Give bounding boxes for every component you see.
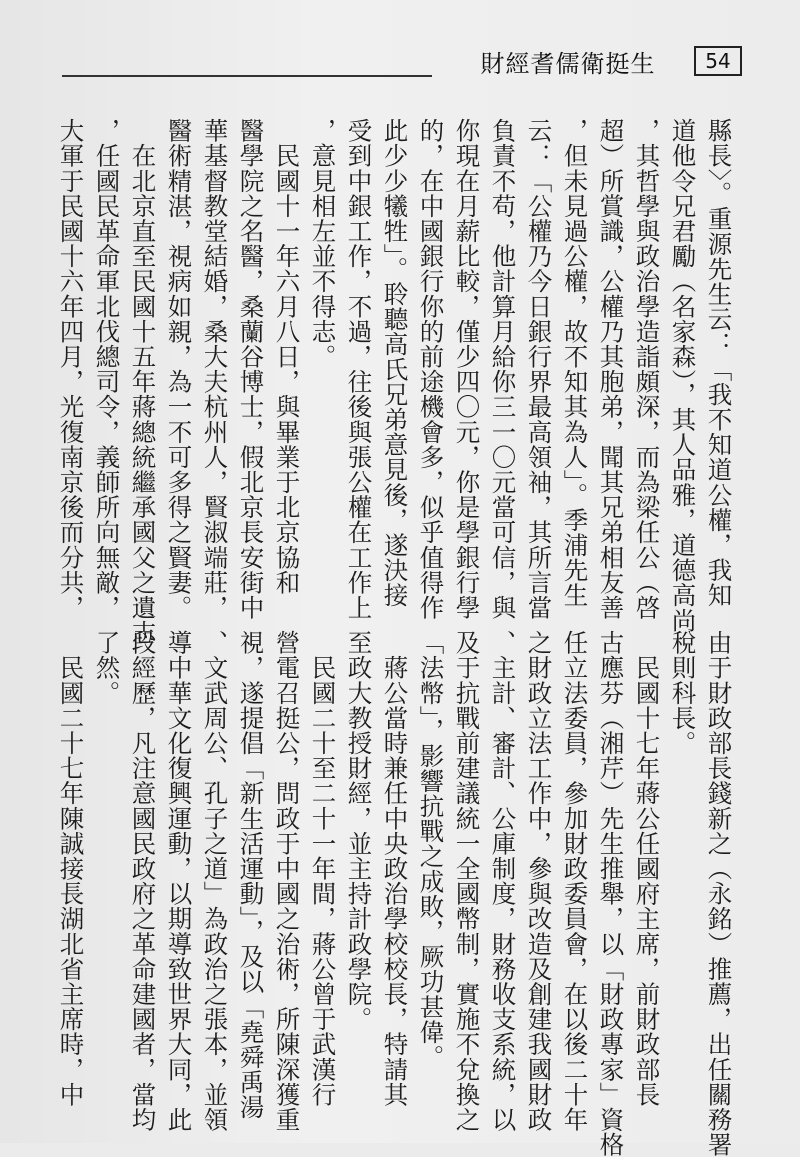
lower-column-8: 及于抗戰前建議統一全國幣制，實施不兌換之 [452,630,482,1132]
lower-column-12: 民國二十至二十一年間，蔣公曾于武漢行 [308,630,338,1107]
upper-column-1: 縣長〉。重源先生云：「我不知道公權，我知 [704,118,734,608]
lower-column-4: 古應芬（湘芹）先生推舉，以「財政專家」資格 [596,630,626,1157]
lower-column-1: 由于財政部長錢新之（永銘）推薦，出任關務署 [704,630,734,1157]
lower-column-10: 蔣公當時兼任中央政治學校校長，特請其 [380,630,410,1107]
upper-column-2: 道他令兄君勵（名家森），其人品雅，道德高尚 [668,118,698,633]
upper-column-18: ，任國民革命軍北伐總司令，義師所向無敵， [92,118,122,620]
upper-column-19: 大軍于民國十六年四月，光復南京後而分共， [56,118,86,620]
upper-column-13: 民國十一年六月八日，與畢業于北京協和 [272,118,302,595]
upper-column-7: 負責不苟，他計算月給你三一〇元當可信，與 [488,118,518,620]
upper-column-11: 受到中銀工作，不過，往後與張公權在工作上 [344,118,374,620]
lower-column-14: 視，遂提倡「新生活運動」，及以「堯舜禹湯 [236,630,266,1120]
lower-column-5: 任立法委員，參加財政委員會，在以後二十年 [560,630,590,1132]
upper-column-8: 你現在月薪比較，僅少四〇元，你是學銀行學 [452,118,482,620]
lower-column-16: 導中華文化復興運動，以期導致世界大同，此 [164,630,194,1132]
upper-column-6: 云：「公權乃今日銀行界最高領袖，其所言當 [524,118,554,620]
upper-column-9: 的，在中國銀行你的前途機會多，似乎值得作 [416,118,446,620]
lower-column-15: 、文武周公、孔子之道」為政治之張本，並領 [200,630,230,1132]
upper-column-17: 在北京直至民國十五年蔣總統繼承國父之遺志 [128,118,158,646]
lower-column-17: 段經歷，凡注意國民政府之革命建國者，當均 [128,630,158,1132]
upper-column-12: ，意見相左並不得志。 [308,118,338,369]
lower-column-18: 了然。 [92,630,122,706]
upper-column-16: 醫術精湛，視病如親，為一不可多得之賢妻。 [164,118,194,620]
upper-column-15: 華基督教堂結婚，桑大夫杭州人，賢淑端莊， [200,118,230,620]
lower-column-19: 民國二十七年陳誠接長湖北省主席時，中 [56,630,86,1107]
lower-column-9: 「法幣」，影響抗戰之成敗，厥功甚偉。 [416,630,446,1070]
header-rule [62,75,432,77]
upper-column-3: ，其哲學與政治學造詣頗深，而為梁任公（啓 [632,118,662,620]
upper-column-5: ，但未見過公權，故不知其為人」。季浦先生 [560,118,590,608]
lower-column-6: 之財政立法工作中，參與改造及創建我國財政 [524,630,554,1132]
lower-column-13: 營電召挺公，問政于中國之治術，所陳深獲重 [272,630,302,1132]
upper-column-10: 此少少犧牲」。聆聽高氏兄弟意見後，遂決接 [380,118,410,608]
upper-column-14: 醫學院之名醫，桑蘭谷博士，假北京長安街中 [236,118,266,620]
lower-column-3: 民國十七年蔣公任國府主席，前財政部長 [632,630,662,1107]
lower-column-11: 至政大教授財經，並主持計政學院。 [344,630,374,1032]
upper-column-4: 超）所賞識，公權乃其胞弟，聞其兄弟相友善 [596,118,626,620]
lower-column-7: 、主計、審計、公庫制度，財務收支系統，以 [488,630,518,1132]
page-number: 54 [694,46,742,76]
running-header-title: 財經耆儒衛挺生 [480,49,656,78]
lower-column-2: 稅則科長。 [668,630,698,756]
